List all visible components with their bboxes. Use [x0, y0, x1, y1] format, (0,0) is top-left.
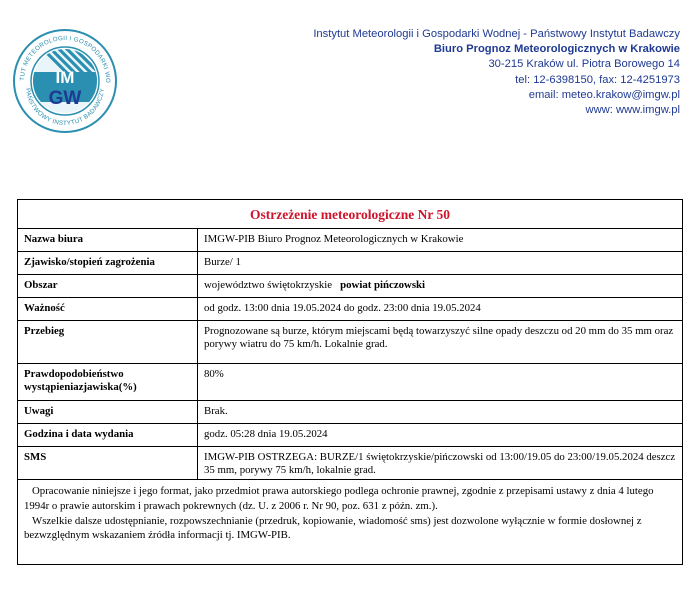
table-row	[18, 424, 682, 447]
table-row	[18, 252, 682, 275]
office-phone: tel: 12-6398150, fax: 12-4251973	[515, 73, 680, 86]
office-address: 30-215 Kraków ul. Piotra Borowego 14	[488, 58, 680, 71]
row-value: 80%	[198, 364, 683, 401]
row-label: SMS	[18, 447, 198, 480]
row-label: Godzina i data wydania	[18, 424, 198, 447]
svg-text:IM: IM	[55, 68, 75, 87]
office-name: Biuro Prognoz Meteorologicznych w Krakowie	[433, 43, 680, 56]
warning-table	[18, 229, 682, 480]
table-row	[18, 298, 682, 321]
table-row	[18, 275, 682, 298]
institute-header	[313, 27, 680, 118]
row-label: Nazwa biura	[18, 229, 198, 252]
table-row	[18, 321, 682, 364]
table-row	[18, 401, 682, 424]
row-label: Prawdopodobieństwo wystąpieniazjawiska(%)	[18, 364, 198, 401]
imgw-logo	[10, 26, 120, 136]
row-label: Obszar	[18, 275, 198, 298]
table-row	[18, 229, 682, 252]
row-value: Brak.	[198, 401, 683, 424]
office-email[interactable]: email: meteo.krakow@imgw.pl	[528, 88, 680, 101]
row-value: godz. 05:28 dnia 19.05.2024	[198, 424, 683, 447]
office-www[interactable]: www: www.imgw.pl	[585, 104, 680, 117]
warning-title: Ostrzeżenie meteorologiczne Nr 50	[18, 200, 682, 229]
row-value	[198, 275, 683, 298]
row-value: od godz. 13:00 dnia 19.05.2024 do godz. 23:00 dnia 19.05.2024	[198, 298, 683, 321]
row-label: Przebieg	[18, 321, 198, 364]
row-value: Burze/ 1	[198, 252, 683, 275]
copyright-paragraph: Opracowanie niniejsze i jego format, jako przedmiot prawa autorskiego podlega ochronie prawnej, zgodnie z przepisami ustawy z dnia 4 lutego 1994r o prawie autorskim i prawach pokrewnych (dz. U. z 2006 r. Nr 90, poz. 631 z późn. zm.).	[24, 485, 654, 512]
distribution-paragraph: Wszelkie dalsze udostępnianie, rozpowszechnianie (przedruk, kopiowanie, wiadomość sms) jest dozwolone wyłącznie w formie dosłownej z bezwzględnym wskazaniem źródła informacji tj. IMGW-PIB.	[24, 514, 642, 542]
row-value: Prognozowane są burze, którym miejscami będą towarzyszyć silne opady deszczu od 20 mm do 35 mm oraz porywy wiatru do 75 km/h. Lokalnie grad.	[198, 321, 683, 364]
copyright-notice	[18, 480, 682, 543]
row-label: Zjawisko/stopień zagrożenia	[18, 252, 198, 275]
svg-text:INSTYTUT METEOROLOGII I GOSPOD: TUT METEOROLOGII I GOSPODARKI WO	[18, 34, 112, 84]
warning-box	[17, 199, 683, 565]
row-value: IMGW-PIB OSTRZEGA: BURZE/1 świętokrzyskie/pińczowski od 13:00/19.05 do 23:00/19.05.2024 deszcz 35 mm, porywy 75 km/h, lokalnie grad.	[198, 447, 683, 480]
row-value: IMGW-PIB Biuro Prognoz Meteorologicznych w Krakowie	[198, 229, 683, 252]
institute-name: Instytut Meteorologii i Gospodarki Wodnej - Państwowy Instytut Badawczy	[313, 28, 680, 40]
table-row	[18, 447, 682, 480]
table-row	[18, 364, 682, 401]
svg-text:GW: GW	[48, 88, 82, 109]
row-label: Ważność	[18, 298, 198, 321]
area-county: powiat pińczowski	[340, 279, 426, 291]
svg-text:PAŃSTWOWY INSTYTUT BADAWCZY: PAŃSTWOWY INSTYTUT BADAWCZY	[24, 87, 106, 128]
row-label: Uwagi	[18, 401, 198, 424]
area-region: województwo świętokrzyskie	[204, 279, 333, 291]
